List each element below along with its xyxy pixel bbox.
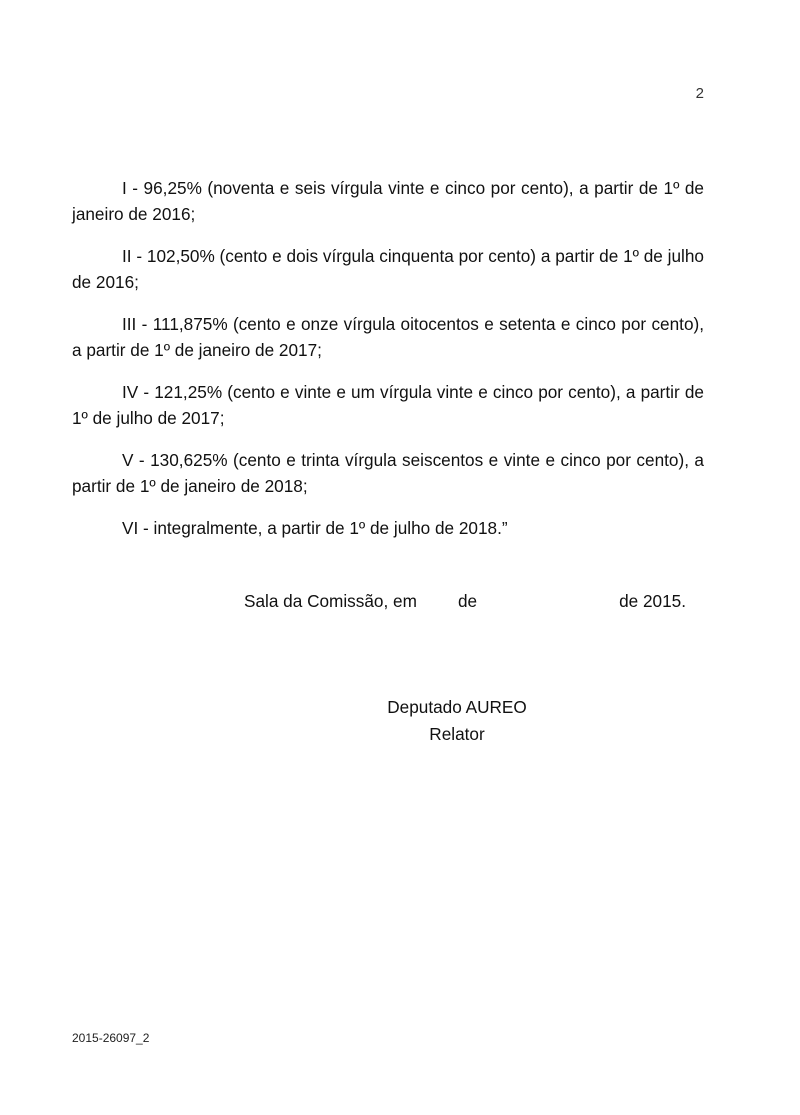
item-vi: VI - integralmente, a partir de 1º de julho de 2018.”	[122, 518, 508, 538]
item-v: V - 130,625% (cento e trinta vírgula seiscentos e vinte e cinco por cento), a partir de 1º de janeiro de 2018;	[72, 450, 704, 496]
item-iii: III - 111,875% (cento e onze vírgula oitocentos e setenta e cinco por cento), a partir de 1º de janeiro de 2017;	[72, 314, 704, 360]
article-items	[72, 175, 704, 557]
document-code: 2015-26097_2	[72, 1031, 150, 1045]
closing-line	[244, 588, 686, 614]
page-number: 2	[695, 85, 704, 102]
closing-month-prefix: de	[458, 591, 478, 611]
signature-block	[357, 694, 557, 748]
closing-place: Sala da Comissão, em	[244, 591, 417, 611]
item-i: I - 96,25% (noventa e seis vírgula vinte e cinco por cento), a partir de 1º de janeiro de 2016;	[72, 178, 704, 224]
closing-year: de 2015.	[619, 591, 686, 611]
signatory-role: Relator	[429, 724, 485, 744]
item-ii: II - 102,50% (cento e dois vírgula cinquenta por cento) a partir de 1º de julho de 2016;	[72, 246, 704, 292]
signatory-name: Deputado AUREO	[387, 697, 527, 717]
item-iv: IV - 121,25% (cento e vinte e um vírgula vinte e cinco por cento), a partir de 1º de julho de 2017;	[72, 382, 704, 428]
